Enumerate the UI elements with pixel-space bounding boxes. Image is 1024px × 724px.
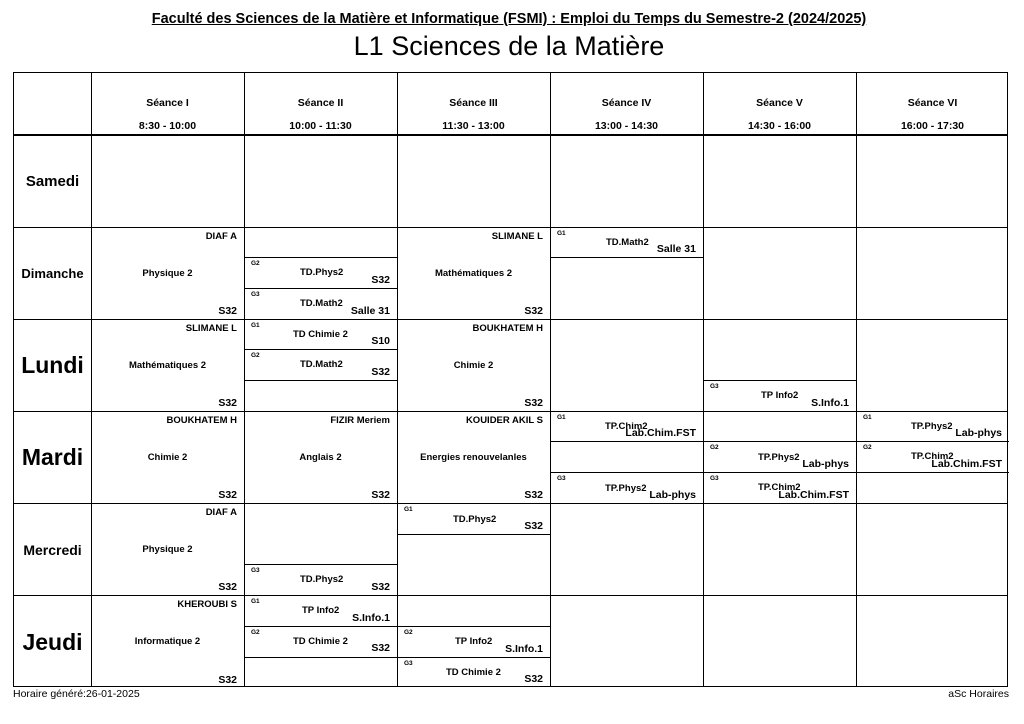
room-label: S.Info.1	[505, 643, 543, 655]
group-lesson	[550, 412, 703, 441]
teacher-name: KOUIDER AKIL S	[465, 415, 543, 426]
group-lesson	[856, 442, 1009, 472]
group-label: G2	[251, 629, 260, 636]
subject-name: Mathématiques 2	[128, 360, 207, 371]
subject-name: TD.Math2	[300, 298, 343, 309]
subject-name: TD Chimie 2	[293, 329, 348, 340]
subject-name: Chimie 2	[453, 360, 494, 371]
room-label: Salle 31	[656, 243, 696, 255]
room-label: S32	[218, 305, 237, 317]
session-header-1	[91, 73, 244, 134]
group-lesson	[703, 473, 856, 503]
group-label: G3	[557, 475, 566, 482]
group-label: G2	[404, 629, 413, 636]
group-lesson	[244, 320, 397, 349]
teacher-name: FIZIR Meriem	[330, 415, 390, 426]
subject-name: TP.Chim2	[758, 482, 801, 493]
subject-name: Physique 2	[142, 268, 193, 279]
group-label: G3	[251, 567, 260, 574]
room-label: S32	[218, 674, 237, 686]
group-label: G1	[557, 230, 566, 237]
subject-name: TP Info2	[761, 390, 799, 401]
teacher-name: BOUKHATEM H	[166, 415, 237, 426]
room-label: S32	[218, 581, 237, 593]
room-label: Salle 31	[350, 305, 390, 317]
group-label: G2	[251, 352, 260, 359]
subject-name: TD.Math2	[606, 237, 649, 248]
session-header-4	[550, 73, 703, 134]
session-name: Séance V	[756, 97, 803, 109]
subject-name: TP.Chim2	[911, 451, 954, 462]
group-label: G1	[863, 414, 872, 421]
subject-name: Chimie 2	[147, 452, 188, 463]
room-label: S32	[371, 366, 390, 378]
group-label: G3	[710, 383, 719, 390]
session-time: 10:00 - 11:30	[289, 120, 352, 132]
subject-name: TP Info2	[455, 636, 493, 647]
session-time: 14:30 - 16:00	[747, 120, 812, 132]
room-label: S32	[524, 305, 543, 317]
room-label: S.Info.1	[811, 397, 849, 409]
group-label: G1	[251, 598, 260, 605]
room-label: S32	[371, 581, 390, 593]
group-lesson	[397, 504, 550, 534]
room-label: S32	[524, 673, 543, 685]
day-lundi: Lundi	[21, 352, 84, 378]
group-lesson	[703, 442, 856, 472]
group-lesson	[397, 658, 550, 688]
subject-name: Mathématiques 2	[434, 268, 513, 279]
group-label: G3	[404, 660, 413, 667]
session-name: Séance VI	[907, 97, 958, 109]
subject-name: TD.Phys2	[300, 267, 344, 278]
subject-name: TD.Phys2	[453, 514, 497, 525]
software-credit: aSc Horaires	[948, 688, 1009, 700]
room-label: Lab-phys	[802, 458, 849, 470]
lesson-cell	[91, 228, 244, 319]
day-jeudi: Jeudi	[22, 628, 83, 655]
lesson-cell	[397, 320, 550, 411]
teacher-name: SLIMANE L	[491, 231, 543, 242]
group-label: G1	[404, 506, 413, 513]
session-time: 8:30 - 10:00	[138, 120, 197, 132]
subject-name: Energies renouvelanles	[420, 452, 527, 463]
subject-name: TD Chimie 2	[293, 636, 348, 647]
session-header-6	[856, 73, 1009, 134]
group-lesson	[244, 258, 397, 288]
subject-name: TP Info2	[302, 605, 340, 616]
group-label: G1	[557, 414, 566, 421]
lesson-cell	[244, 412, 397, 503]
group-lesson	[244, 350, 397, 380]
room-label: S10	[371, 335, 390, 347]
group-label: G1	[251, 322, 260, 329]
group-lesson	[244, 289, 397, 319]
session-name: Séance I	[146, 97, 189, 109]
group-lesson	[550, 473, 703, 503]
subject-name: Informatique 2	[134, 636, 201, 647]
group-lesson	[244, 596, 397, 626]
subject-name: TD Chimie 2	[446, 667, 501, 678]
room-label: S32	[218, 397, 237, 409]
day-samedi: Samedi	[25, 172, 80, 190]
lesson-cell	[91, 320, 244, 411]
group-lesson	[244, 565, 397, 595]
room-label: S32	[371, 489, 390, 501]
group-label: G3	[710, 475, 719, 482]
room-label: S32	[371, 274, 390, 286]
room-label: S32	[218, 489, 237, 501]
room-label: Lab-phys	[649, 489, 696, 501]
group-lesson	[397, 627, 550, 657]
room-label: S32	[371, 642, 390, 654]
subject-name: Anglais 2	[299, 452, 342, 463]
room-label: S32	[524, 520, 543, 532]
room-label: Lab.Chim.FST	[778, 489, 849, 501]
timetable-grid	[13, 72, 1008, 687]
subject-name: TP.Phys2	[911, 421, 953, 432]
session-name: Séance IV	[601, 97, 652, 109]
lesson-cell	[397, 228, 550, 319]
group-lesson	[856, 412, 1009, 441]
subject-name: TD.Phys2	[300, 574, 344, 585]
teacher-name: DIAF A	[205, 231, 237, 242]
group-label: G3	[251, 291, 260, 298]
teacher-name: SLIMANE L	[185, 323, 237, 334]
room-label: S32	[524, 397, 543, 409]
subject-name: TD.Math2	[300, 359, 343, 370]
teacher-name: BOUKHATEM H	[472, 323, 543, 334]
session-time: 16:00 - 17:30	[900, 120, 965, 132]
group-label: G2	[863, 444, 872, 451]
teacher-name: DIAF A	[205, 507, 237, 518]
session-name: Séance II	[297, 97, 344, 109]
group-lesson	[703, 381, 856, 411]
group-lesson	[244, 627, 397, 657]
lesson-cell	[397, 412, 550, 503]
session-header-5	[703, 73, 856, 134]
page-title: Faculté des Sciences de la Matière et Informatique (FSMI) : Emploi du Temps du Semestre-2 (2024/2025)	[151, 11, 867, 27]
room-label: Lab-phys	[955, 427, 1002, 439]
session-header-2	[244, 73, 397, 134]
subject-name: TP.Phys2	[758, 452, 800, 463]
group-label: G2	[710, 444, 719, 451]
day-mardi: Mardi	[21, 444, 84, 470]
room-label: S32	[524, 489, 543, 501]
session-time: 11:30 - 13:00	[442, 120, 505, 132]
room-label: S.Info.1	[352, 612, 390, 624]
lesson-cell	[91, 596, 244, 688]
session-header-3	[397, 73, 550, 134]
room-label: Lab.Chim.FST	[625, 427, 696, 439]
lesson-cell	[91, 504, 244, 595]
subject-name: TP.Chim2	[605, 421, 648, 432]
room-label: Lab.Chim.FST	[931, 458, 1002, 470]
class-title: L1 Sciences de la Matière	[353, 31, 665, 61]
subject-name: TP.Phys2	[605, 483, 647, 494]
teacher-name: KHEROUBI S	[177, 599, 237, 610]
session-time: 13:00 - 14:30	[594, 120, 659, 132]
lesson-cell	[91, 412, 244, 503]
group-lesson	[550, 228, 703, 257]
day-dimanche: Dimanche	[21, 266, 84, 281]
subject-name: Physique 2	[142, 544, 193, 555]
session-name: Séance III	[449, 97, 498, 109]
day-mercredi: Mercredi	[23, 541, 82, 558]
generated-date: Horaire généré:26-01-2025	[13, 688, 140, 700]
group-label: G2	[251, 260, 260, 267]
